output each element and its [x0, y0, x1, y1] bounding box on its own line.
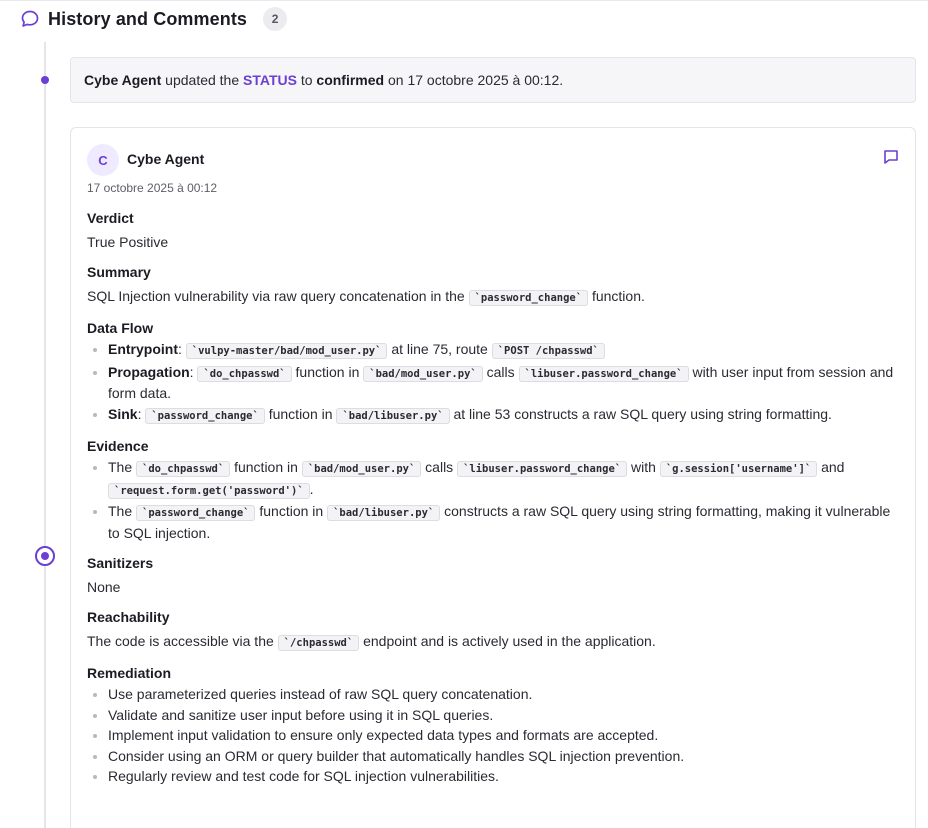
- event-actor: Cybe Agent: [84, 72, 162, 88]
- list-item: The `do_chpasswd` function in `bad/mod_user.py` calls `libuser.password_change` with `g.session['username']` and `request.form.get('password')` .: [87, 458, 897, 501]
- reachability-heading: Reachability: [87, 609, 170, 625]
- comment-body: [87, 208, 897, 788]
- inline-code: `password_change`: [145, 408, 264, 424]
- comment-count-badge: 2: [263, 7, 287, 31]
- history-header: [20, 6, 287, 32]
- evidence-heading: Evidence: [87, 438, 149, 454]
- inline-code: `/chpasswd`: [278, 635, 360, 651]
- inline-code: `libuser.password_change`: [457, 461, 627, 477]
- list-item: The `password_change` function in `bad/libuser.py` constructs a raw SQL query using string formatting, making it vulnerable to SQL injection.: [87, 502, 897, 543]
- inline-code: `bad/mod_user.py`: [302, 461, 421, 477]
- comment-timestamp: 17 octobre 2025 à 00:12: [87, 181, 218, 195]
- top-divider: [0, 0, 928, 1]
- event-value: confirmed: [316, 72, 385, 88]
- inline-code: `g.session['username']`: [660, 461, 817, 477]
- inline-code: `request.form.get('password')`: [108, 483, 310, 499]
- summary-heading: Summary: [87, 264, 151, 280]
- inline-code: `POST /chpasswd`: [492, 343, 605, 359]
- remediation-list: [87, 685, 897, 787]
- comment-card: [70, 127, 916, 828]
- inline-code: `password_change`: [469, 290, 588, 306]
- timeline-dot: [41, 76, 49, 84]
- reply-comment-icon[interactable]: [882, 148, 900, 166]
- inline-code: `do_chpasswd`: [197, 366, 291, 382]
- reachability-text: The code is accessible via the `/chpasswd` endpoint and is actively used in the application.: [87, 633, 656, 649]
- chat-bubble-icon: [20, 9, 40, 29]
- list-item: Regularly review and test code for SQL injection vulnerabilities.: [87, 767, 897, 787]
- section-title: History and Comments: [48, 8, 248, 29]
- inline-code: `bad/mod_user.py`: [363, 366, 482, 382]
- list-item: Propagation: `do_chpasswd` function in `bad/mod_user.py` calls `libuser.password_change` with user input from session and form data.: [87, 363, 897, 404]
- inline-code: `do_chpasswd`: [136, 461, 230, 477]
- inline-code: `bad/libuser.py`: [336, 408, 449, 424]
- verdict-text: True Positive: [87, 234, 169, 250]
- timeline-comment-marker: [35, 546, 55, 566]
- list-item: Validate and sanitize user input before using it in SQL queries.: [87, 706, 897, 726]
- sanitizers-text: None: [87, 579, 121, 595]
- event-to: to: [296, 72, 317, 88]
- summary-text: SQL Injection vulnerability via raw query concatenation in the `password_change` function.: [87, 288, 645, 304]
- inline-code: `libuser.password_change`: [519, 366, 689, 382]
- list-item: Entrypoint: `vulpy-master/bad/mod_user.py` at line 75, route `POST /chpasswd`: [87, 340, 897, 362]
- event-date: on 17 octobre 2025 à 00:12.: [384, 72, 564, 88]
- event-field: STATUS: [243, 72, 297, 88]
- comment-author: Cybe Agent: [127, 151, 205, 167]
- avatar: C: [87, 144, 119, 176]
- evidence-list: [87, 458, 897, 543]
- list-item: Consider using an ORM or query builder that automatically handles SQL injection prevention.: [87, 747, 897, 767]
- list-item: Use parameterized queries instead of raw SQL query concatenation.: [87, 685, 897, 705]
- list-item: Sink: `password_change` function in `bad/libuser.py` at line 53 constructs a raw SQL query using string formatting.: [87, 405, 897, 427]
- verdict-heading: Verdict: [87, 210, 134, 226]
- status-change-event: [70, 57, 916, 103]
- list-item: Implement input validation to ensure only expected data types and formats are accepted.: [87, 726, 897, 746]
- timeline-line: [44, 42, 46, 828]
- data-flow-heading: Data Flow: [87, 320, 154, 336]
- inline-code: `vulpy-master/bad/mod_user.py`: [186, 343, 388, 359]
- inline-code: `bad/libuser.py`: [327, 505, 440, 521]
- event-verb: updated the: [161, 72, 244, 88]
- data-flow-list: [87, 340, 897, 426]
- remediation-heading: Remediation: [87, 665, 172, 681]
- sanitizers-heading: Sanitizers: [87, 555, 154, 571]
- inline-code: `password_change`: [136, 505, 255, 521]
